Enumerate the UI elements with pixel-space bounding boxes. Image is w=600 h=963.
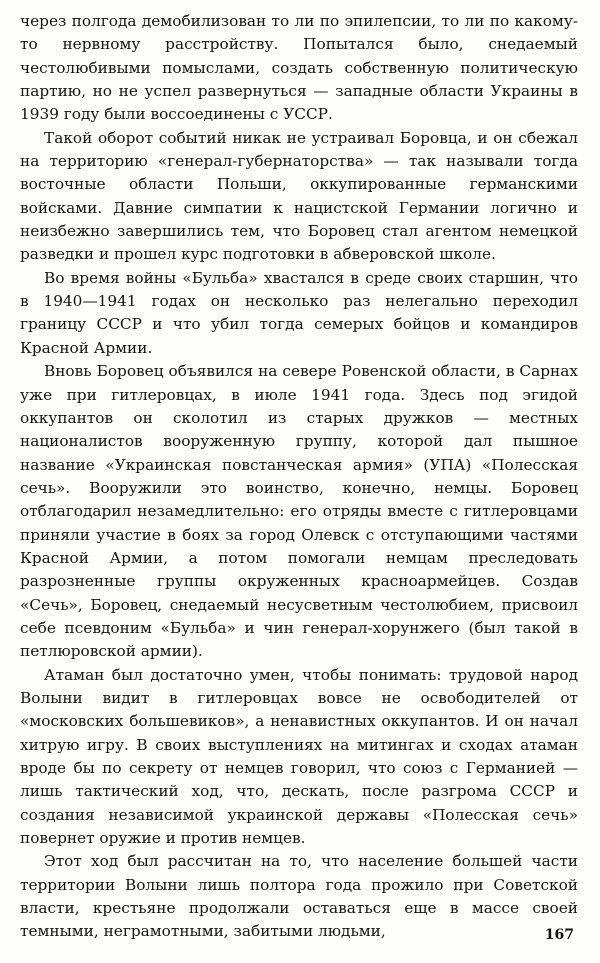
paragraph-4: Вновь Боровец объявился на севере Ровенской области, в Сарнах уже при гитлеровцах, в июле 1941 года. Здесь под эгидой оккупантов он сколотил из старых дружков — местных националистов вооруженную группу, которой дал пышное название «Украинская повстанческая армия» (УПА) «Полесская сечь». Вооружили это воинство, конечно, немцы. Боровец отблагодарил незамедлительно: его отряды вместе с гитлеровцами приняли участие в боях за город Олевск с отступающими частями Красной Армии, а потом помогали немцам преследовать разрозненные группы окруженных красноармейцев. Создав «Сечь», Боровец, снедаемый несусветным честолюбием, присвоил себе псевдоним «Бульба» и чин генерал-хорунжего (был такой в петлюровской армии). (20, 362, 578, 661)
body-text (20, 10, 578, 944)
paragraph-6: Этот ход был рассчитан на то, что население большей части территории Волыни лишь полтора года прожило при Советской власти, крестьяне продолжали оставаться еще в массе своей темными, неграмотными, забитыми людьми, (20, 852, 578, 941)
paragraph-3: Во время войны «Бульба» хвастался в среде своих старшин, что в 1940—1941 годах он несколько раз нелегально переходил границу СССР и что убил тогда семерых бойцов и командиров Красной Армии. (20, 268, 578, 357)
paragraph-2: Такой оборот событий никак не устраивал Боровца, и он сбежал на территорию «генерал-губернаторства» — так называли тогда восточные области Польши, оккупированные германскими войсками. Давние симпатии к нацистской Германии логично и неизбежно завершились тем, что Боровец стал агентом немецкой разведки и прошел курс подготовки в абверовской школе. (20, 128, 578, 264)
paragraph-1: через полгода демобилизован то ли по эпилепсии, то ли по какому-то нервному расстройству. Попытался было, снедаемый честолюбивыми помыслами, создать собственную политическую партию, но не успел развернуться — западные области Украины в 1939 году были воссоединены с УССР. (20, 12, 578, 124)
page-number: 167 (544, 927, 574, 943)
paragraph-5: Атаман был достаточно умен, чтобы понимать: трудовой народ Волыни видит в гитлеровцах вовсе не освободителей от «московских большевиков», а ненавистных оккупантов. И он начал хитрую игру. В своих выступлениях на митингах и сходах атаман вроде бы по секрету от немцев говорил, что союз с Германией — лишь тактический ход, что, дескать, после разгрома СССР и создания независимой украинской державы «Полесская сечь» повернет оружие и против немцев. (20, 665, 578, 848)
